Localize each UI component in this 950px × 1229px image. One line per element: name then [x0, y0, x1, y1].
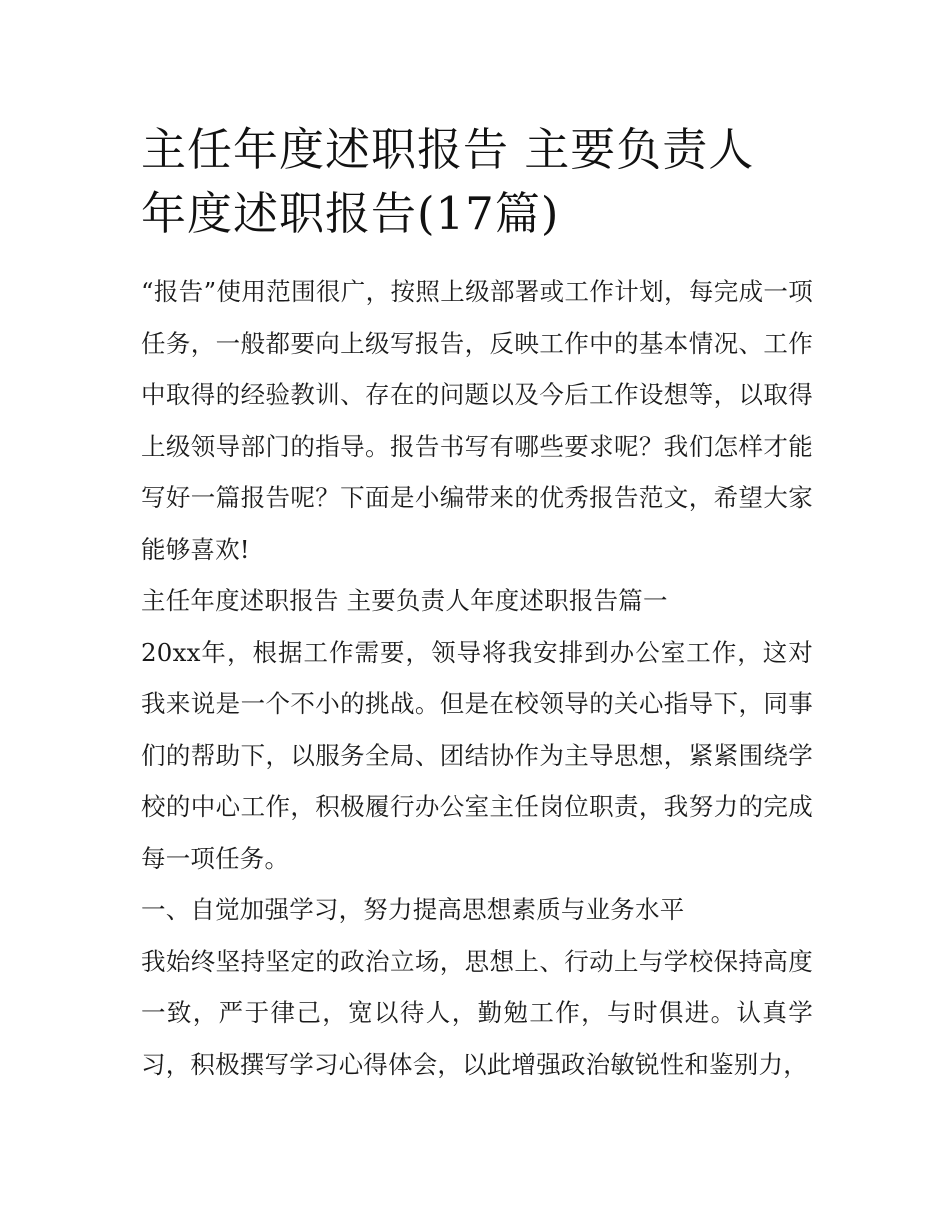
document-content	[141, 118, 813, 1090]
title-line-1: 主任年度述职报告 主要负责人	[141, 123, 755, 176]
section-heading-part-one: 主任年度述职报告 主要负责人年度述职报告篇一	[141, 586, 668, 615]
document-body	[141, 266, 813, 1090]
body-paragraph: 20xx年，根据工作需要，领导将我安排到办公室工作，这对我来说是一个不小的挑战。但是在校领导的关心指导下，同事们的帮助下，以服务全局、团结协作为主导思想，紧紧围绕学校的中心工作，积极履行办公室主任岗位职责，我努力的完成每一项任务。	[141, 637, 813, 873]
subsection-heading: 一、自觉加强学习，努力提高思想素质与业务水平	[141, 895, 685, 924]
intro-paragraph: “报告”使用范围很广，按照上级部署或工作计划，每完成一项任务，一般都要向上级写报告，反映工作中的基本情况、工作中取得的经验教训、存在的问题以及今后工作设想等，以取得上级领导部门的指导。报告书写有哪些要求呢？我们怎样才能写好一篇报告呢？下面是小编带来的优秀报告范文，希望大家能够喜欢!	[141, 277, 813, 564]
title-line-2: 年度述职报告(17篇)	[141, 187, 560, 240]
document-title	[141, 118, 813, 246]
body-paragraph: 我始终坚持坚定的政治立场，思想上、行动上与学校保持高度一致，严于律己，宽以待人，勤勉工作，与时俱进。认真学习，积极撰写学习心得体会，以此增强政治敏锐性和鉴别力，	[141, 946, 813, 1079]
